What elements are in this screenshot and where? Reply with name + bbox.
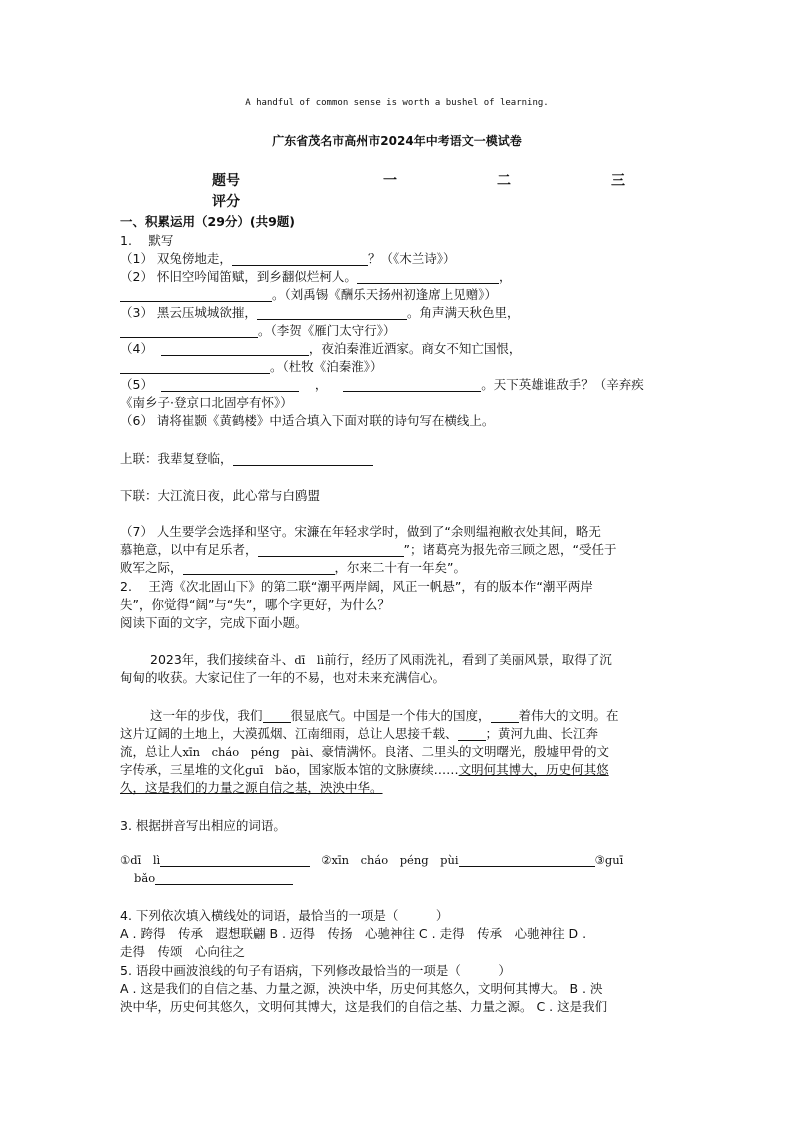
pinyin: dī lì bbox=[294, 653, 325, 667]
q1-line: 《南乡子·登京口北固亭有怀》） bbox=[120, 395, 293, 410]
text: 字传承，三星堆的文化 bbox=[120, 762, 246, 777]
text: 很显底气。中国是一个伟大的国度， bbox=[290, 708, 491, 723]
answer-blank[interactable] bbox=[160, 852, 310, 867]
text: 流，总让人 bbox=[120, 744, 183, 759]
answer-blank[interactable] bbox=[155, 870, 293, 885]
score-col-3: 三 bbox=[611, 173, 625, 189]
text: 败军之际， bbox=[120, 560, 183, 575]
fill-blank[interactable] bbox=[458, 726, 486, 741]
text: 。角声满天秋色里， bbox=[406, 305, 520, 320]
motto: A handful of common sense is worth a bushel of learning. bbox=[245, 98, 549, 108]
q5-options[interactable]: A . 这是我们的自信之基、力量之源，泱泱中华，历史何其悠久，文明何其博大。 B . 泱 bbox=[120, 981, 603, 996]
text: 。（杜牧《泊秦淮》） bbox=[270, 359, 383, 374]
pinyin: bǎo bbox=[134, 871, 156, 885]
text: （1） 双兔傍地走， bbox=[120, 251, 232, 266]
q1-heading: 1. 默写 bbox=[120, 233, 174, 248]
answer-blank[interactable] bbox=[258, 542, 404, 557]
text: 这一年的步伐，我们 bbox=[150, 708, 263, 723]
text: ；黄河九曲、长江奔 bbox=[485, 726, 599, 741]
pinyin: ①dī lì bbox=[120, 853, 161, 867]
text: ，夜泊秦淮近酒家。商女不知亡国恨， bbox=[308, 341, 522, 356]
passage-line bbox=[120, 742, 609, 760]
q1-line bbox=[120, 285, 497, 303]
text: 。（李贺《雁门太守行》） bbox=[258, 323, 396, 338]
exam-title: 广东省茂名市高州市2024年中考语文一模试卷 bbox=[272, 134, 522, 148]
text: 。天下英雄谁敌手？（辛弃疾 bbox=[481, 377, 644, 392]
q3-items bbox=[134, 870, 293, 885]
text: ”；诸葛亮为报先帝三顾之恩，“受任于 bbox=[403, 542, 617, 557]
q4-options[interactable]: 走得 传颂 心向往之 bbox=[120, 944, 246, 959]
couplet-lower: 下联：大江流日夜，此心常与白鸥盟 bbox=[120, 488, 321, 503]
answer-blank[interactable] bbox=[161, 377, 299, 392]
text: 慕艳意，以中有足乐者， bbox=[120, 542, 258, 557]
text: （5） bbox=[120, 377, 153, 392]
score-row-label-number: 题号 bbox=[212, 173, 240, 189]
q1-line: （7） 人生要学会选择和坚守。宋濂在年轻求学时，做到了“余则缊袍敝衣处其间，略无 bbox=[120, 524, 601, 539]
passage-line bbox=[150, 706, 619, 724]
passage-line: 甸甸的收获。大家记住了一年的不易，也对未来充满信心。 bbox=[120, 670, 446, 685]
text: ？（《木兰诗》） bbox=[367, 251, 456, 266]
text: ， bbox=[498, 269, 512, 284]
q4-options[interactable]: A . 跨得 传承 遐想联翩 B . 迈得 传扬 心驰神往 C . 走得 传承 心驰神往 D . bbox=[120, 926, 587, 941]
q2-line: 失”，你觉得“阔”与“失”，哪个字更好，为什么？ bbox=[120, 597, 390, 612]
section-heading: 一、积累运用（29分）(共9题) bbox=[120, 214, 296, 229]
q1-line bbox=[120, 321, 396, 339]
q1-line bbox=[120, 303, 519, 321]
answer-blank[interactable] bbox=[343, 377, 481, 392]
pinyin: guī bǎo bbox=[245, 763, 297, 777]
q1-line bbox=[120, 375, 644, 393]
passage-line bbox=[150, 650, 612, 668]
text: 2023年，我们接续奋斗、 bbox=[150, 652, 295, 667]
q1-line bbox=[120, 339, 521, 357]
answer-blank[interactable] bbox=[357, 269, 499, 284]
text: （4） bbox=[120, 341, 153, 356]
text: （2） 怀旧空吟闻笛赋，到乡翻似烂柯人。 bbox=[120, 269, 357, 284]
text: ，尔来二十有一年矣”。 bbox=[334, 560, 466, 575]
answer-blank[interactable] bbox=[120, 359, 270, 374]
text: ， bbox=[314, 377, 328, 392]
answer-blank[interactable] bbox=[233, 451, 373, 466]
answer-blank[interactable] bbox=[120, 323, 258, 338]
text: ，国家版本馆的文脉赓续…… bbox=[296, 762, 459, 777]
passage-line bbox=[120, 724, 598, 742]
text: 前行，经历了风雨洗礼，看到了美丽风景，取得了沉 bbox=[324, 652, 612, 667]
q5-line: 5. 语段中画波浪线的句子有语病，下列修改最恰当的一项是（ ） bbox=[120, 963, 511, 978]
q3-heading: 3. 根据拼音写出相应的词语。 bbox=[120, 818, 286, 833]
fill-blank[interactable] bbox=[491, 708, 519, 723]
answer-blank[interactable] bbox=[183, 560, 335, 575]
q1-line bbox=[120, 267, 511, 285]
text: 、豪情满怀。良渚、二里头的文明曙光，殷墟甲骨的文 bbox=[309, 744, 610, 759]
score-col-1: 一 bbox=[383, 173, 397, 189]
answer-blank[interactable] bbox=[120, 287, 272, 302]
reading-intro: 阅读下面的文字，完成下面小题。 bbox=[120, 615, 308, 630]
q4-line: 4. 下列依次填入横线处的词语，最恰当的一项是（ ） bbox=[120, 908, 449, 923]
wavy-underlined-sentence: 久，这是我们的力量之源自信之基，泱泱中华。 bbox=[120, 780, 383, 795]
q1-line bbox=[120, 249, 455, 267]
score-row-label-score: 评分 bbox=[212, 194, 240, 210]
pinyin: ③guī bbox=[594, 853, 624, 867]
answer-blank[interactable] bbox=[257, 305, 407, 320]
text: （3） 黑云压城城欲摧， bbox=[120, 305, 257, 320]
q1-line bbox=[120, 357, 383, 375]
text: 这片辽阔的土地上，大漠孤烟、江南细雨，总让人思接千载、 bbox=[120, 726, 458, 741]
q1-line: （6） 请将崔颢《黄鹤楼》中适合填入下面对联的诗句写在横线上。 bbox=[120, 413, 495, 428]
answer-blank[interactable] bbox=[161, 341, 309, 356]
passage-line bbox=[120, 760, 609, 778]
fill-blank[interactable] bbox=[263, 708, 291, 723]
q1-line bbox=[120, 558, 466, 576]
q3-items bbox=[120, 852, 623, 868]
pinyin: ②xīn cháo péng pùi bbox=[321, 853, 459, 867]
q1-line bbox=[120, 540, 616, 558]
q5-options[interactable]: 泱中华，历史何其悠久，文明何其博大，这是我们的自信之基、力量之源。 C . 这是我们 bbox=[120, 999, 608, 1014]
couplet-upper bbox=[120, 449, 373, 467]
q2-line: 2. 王湾《次北固山下》的第二联“潮平两岸阔，风正一帆悬”，有的版本作“潮平两岸 bbox=[120, 579, 593, 594]
score-col-2: 二 bbox=[497, 173, 511, 189]
text: 上联：我辈复登临， bbox=[120, 451, 233, 466]
answer-blank[interactable] bbox=[232, 251, 368, 266]
wavy-underlined-sentence: 文明何其博大，历史何其悠 bbox=[458, 762, 609, 777]
pinyin: xīn cháo péng pài bbox=[182, 745, 310, 759]
text: 。（刘禹锡《酬乐天扬州初逢席上见赠》） bbox=[272, 287, 498, 302]
answer-blank[interactable] bbox=[459, 852, 595, 867]
text: 着伟大的文明。在 bbox=[518, 708, 619, 723]
